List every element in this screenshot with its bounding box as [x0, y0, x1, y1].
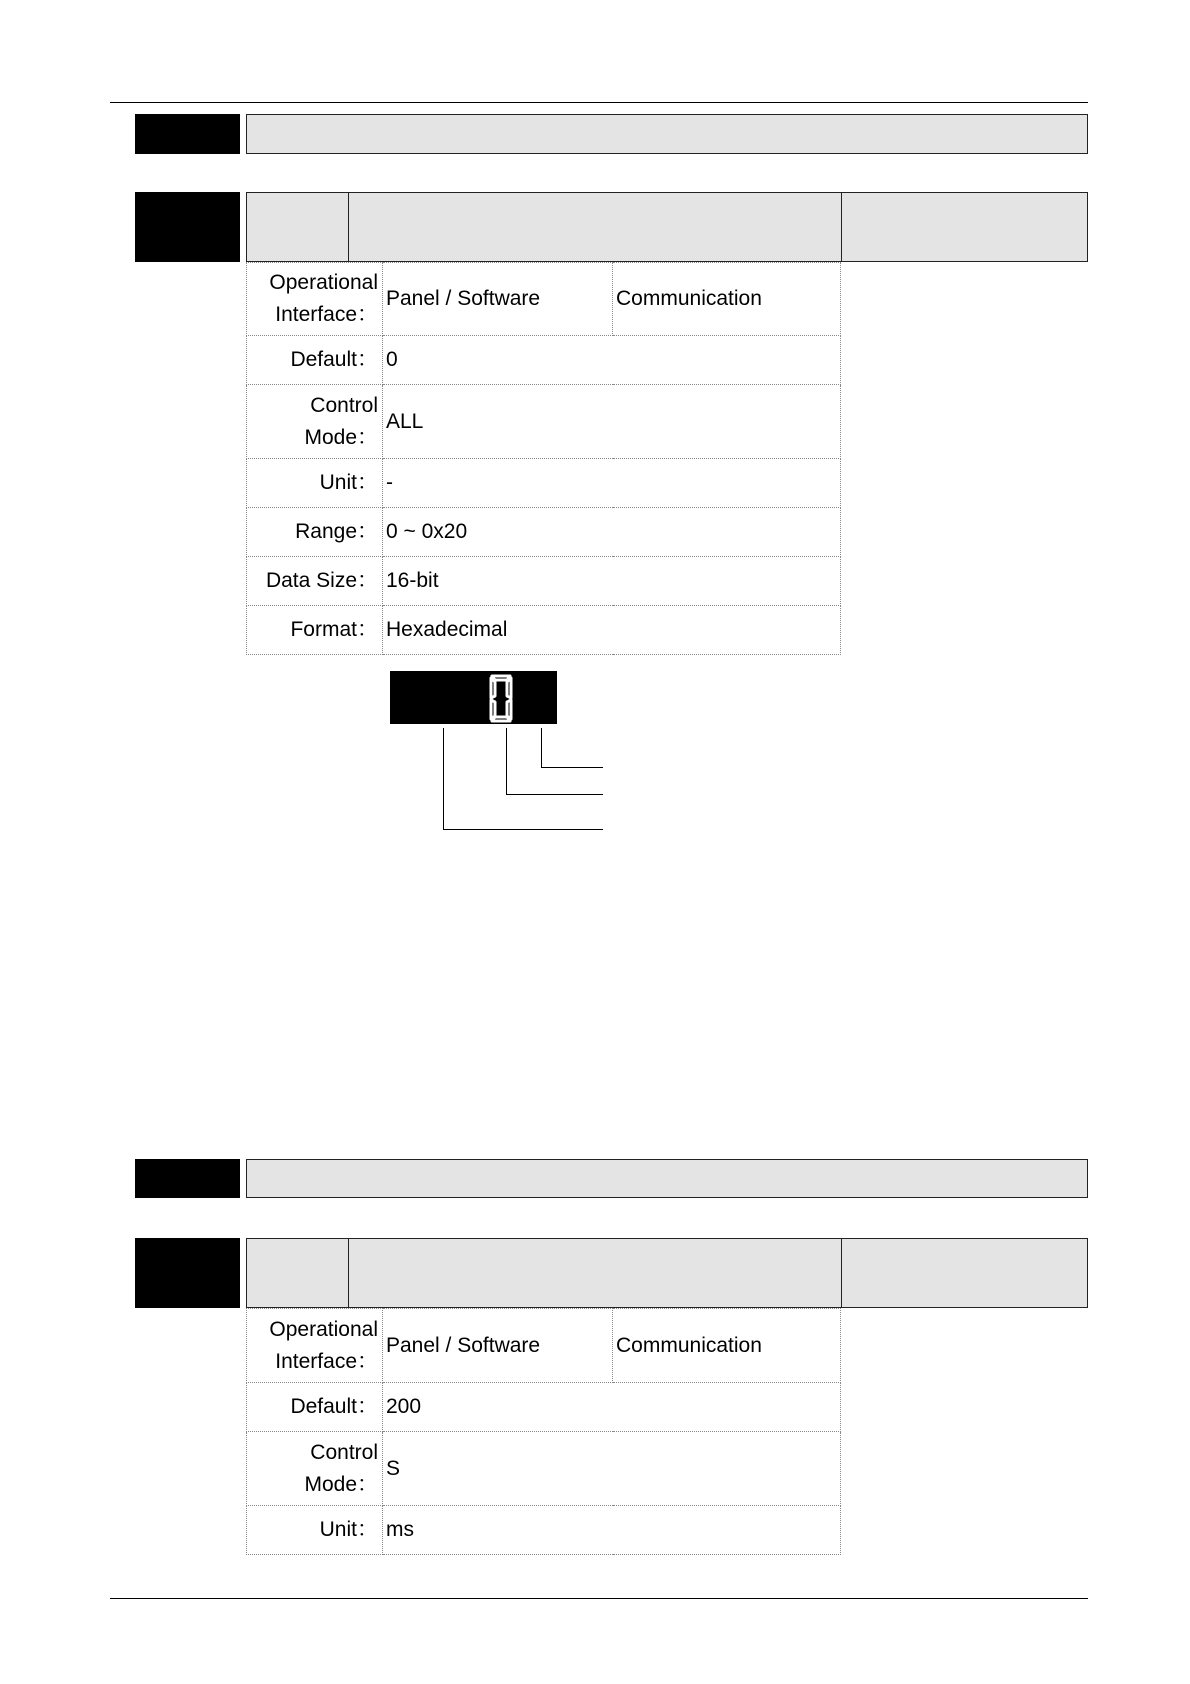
row-value: 0 ~ 0x20	[383, 508, 841, 557]
row-value: 0	[383, 336, 841, 385]
section2-header-bar	[246, 1238, 1088, 1308]
table-row	[247, 459, 841, 508]
table-row	[247, 263, 841, 336]
section2-title-block	[135, 1159, 240, 1198]
table-row	[247, 508, 841, 557]
section1-header-bar	[246, 192, 1088, 262]
section2-header-divider-2	[841, 1239, 842, 1307]
row-label: Format：	[247, 606, 383, 655]
row-label: Control Mode：	[247, 1432, 383, 1506]
table-row	[247, 606, 841, 655]
row-label: Unit：	[247, 459, 383, 508]
row-label: Operational Interface：	[247, 1309, 383, 1383]
top-rule	[110, 102, 1088, 103]
row-label: Unit：	[247, 1506, 383, 1555]
table-row	[247, 336, 841, 385]
row-value: Communication	[613, 1309, 841, 1383]
row-value: S	[383, 1432, 841, 1506]
row-value: Panel / Software	[383, 1309, 613, 1383]
section1-title-block	[135, 114, 240, 154]
row-label: Data Size：	[247, 557, 383, 606]
digit-zero-icon	[390, 671, 557, 724]
row-value: ALL	[383, 385, 841, 459]
row-label: Default：	[247, 1383, 383, 1432]
table-row	[247, 1432, 841, 1506]
leader-line-1-horizontal	[541, 767, 603, 768]
section1-header-divider-1	[348, 193, 349, 261]
table-row	[247, 385, 841, 459]
table-row	[247, 1309, 841, 1383]
leader-line-3-horizontal	[443, 829, 603, 830]
bottom-rule	[110, 1598, 1088, 1599]
leader-line-2-horizontal	[506, 794, 603, 795]
section1-param-code-block	[135, 192, 240, 262]
row-label: Operational Interface：	[247, 263, 383, 336]
row-value: Communication	[613, 263, 841, 336]
row-value: Hexadecimal	[383, 606, 841, 655]
table-row	[247, 1506, 841, 1555]
section1-param-table	[246, 262, 841, 655]
section1-title-bar	[246, 114, 1088, 154]
row-label: Range：	[247, 508, 383, 557]
leader-line-1-vertical	[541, 728, 542, 767]
leader-line-3-vertical	[443, 728, 444, 829]
row-label: Default：	[247, 336, 383, 385]
section2-header-divider-1	[348, 1239, 349, 1307]
section2-param-code-block	[135, 1238, 240, 1308]
row-value: 200	[383, 1383, 841, 1432]
section1-header-divider-2	[841, 193, 842, 261]
row-value: ms	[383, 1506, 841, 1555]
row-label: Control Mode：	[247, 385, 383, 459]
row-value: -	[383, 459, 841, 508]
leader-line-2-vertical	[506, 728, 507, 794]
section2-title-bar	[246, 1159, 1088, 1198]
table-row	[247, 557, 841, 606]
row-value: 16-bit	[383, 557, 841, 606]
seven-segment-display	[390, 671, 557, 724]
section2-param-table	[246, 1308, 841, 1555]
row-value: Panel / Software	[383, 263, 613, 336]
table-row	[247, 1383, 841, 1432]
